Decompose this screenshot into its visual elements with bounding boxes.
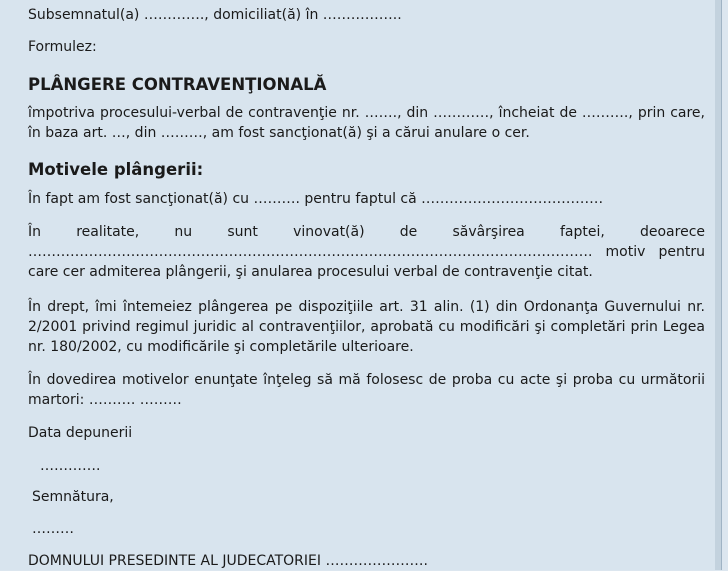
- page-edge: [715, 0, 721, 570]
- impotriva-paragraph: împotriva procesului-verbal de contravenţie nr. ……., din …………, încheiat de ………., prin care, în baza art. …, din ………, am fost sancţionat(ă) şi a cărui anulare o cer.: [28, 105, 705, 141]
- in-fapt-paragraph: În fapt am fost sancţionat(ă) cu ………. pentru faptul că …………………………………: [28, 191, 604, 207]
- domnului-presedinte-line: DOMNULUI PRESEDINTE AL JUDECATORIEI ………………….: [28, 553, 428, 569]
- subsemnatul-line: Subsemnatul(a) …………., domiciliat(ă) în ……………..: [28, 7, 402, 23]
- in-drept-paragraph: În drept, îmi întemeiez plângerea pe dispoziţiile art. 31 alin. (1) din Ordonanţa Guvernului nr. 2/2001 privind regimul juridic al contravenţiilor, aprobată cu modificări şi completări prin Legea nr. 180/2002, cu modificările şi completările ulterioare.: [28, 299, 705, 355]
- data-depunerii-dots: ………….: [40, 458, 101, 474]
- motivele-heading: Motivele plângerii:: [28, 160, 204, 179]
- formulez-line: Formulez:: [28, 39, 97, 55]
- data-depunerii-label: Data depunerii: [28, 425, 133, 441]
- semnatura-label: Semnătura,: [32, 489, 114, 505]
- in-realitate-paragraph: În realitate, nu sunt vinovat(ă) de săvârşirea faptei, deoarece …………………………………………………………………………………………………………. motiv pentru care cer admiterea plângerii, şi anularea procesului verbal de contravenţie citat.: [28, 224, 705, 280]
- semnatura-dots: ………: [32, 521, 74, 537]
- in-dovedirea-paragraph: În dovedirea motivelor enunţate înţeleg să mă folosesc de proba cu acte şi proba cu următorii martori: ………. ………: [28, 372, 705, 408]
- document-title: PLÂNGERE CONTRAVENŢIONALĂ: [28, 75, 327, 94]
